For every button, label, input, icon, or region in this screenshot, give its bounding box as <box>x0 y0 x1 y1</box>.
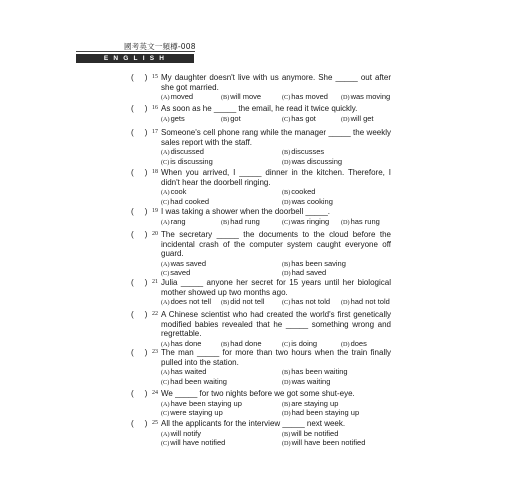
option-text: had done <box>230 338 262 348</box>
answer-option <box>221 297 264 308</box>
option-letter: (A) <box>161 400 170 408</box>
question-stem: My daughter doesn't live with us anymore. She _____ out after she got married. <box>161 73 391 92</box>
question-stem: All the applicants for the interview _____ next week. <box>161 419 346 428</box>
option-letter: (A) <box>161 260 170 268</box>
question-stem: Someone's cell phone rang while the manager _____ the weekly sales report with the staff. <box>161 128 391 147</box>
option-letter: (D) <box>282 270 291 277</box>
answer-option <box>282 268 326 279</box>
option-letter: (D) <box>341 218 350 226</box>
answer-blank: ( ) <box>131 310 148 319</box>
answer-option <box>282 92 328 103</box>
option-letter: (C) <box>161 198 170 206</box>
option-letter: (A) <box>161 299 170 306</box>
option-text: will have notified <box>170 438 226 447</box>
option-text: has rung <box>350 216 380 226</box>
option-letter: (A) <box>161 94 170 101</box>
option-letter: (D) <box>341 299 350 306</box>
option-text: was waiting <box>291 376 331 386</box>
question-stem: Julia _____ anyone her secret for 15 years until her biological mother showed up two months ago. <box>161 278 391 297</box>
option-text: was saved <box>170 258 207 268</box>
option-text: has moved <box>291 92 328 101</box>
option-letter: (D) <box>282 198 291 206</box>
option-letter: (C) <box>282 299 291 306</box>
option-text: will be notified <box>291 428 339 438</box>
option-letter: (C) <box>161 378 170 386</box>
option-text: saved <box>170 268 191 277</box>
answer-option <box>221 114 241 125</box>
option-letter: (C) <box>161 440 170 447</box>
option-text: discussed <box>170 147 204 156</box>
answer-option <box>282 297 330 308</box>
question-stem: The man _____ for more than two hours when the train finally pulled into the station. <box>161 348 391 367</box>
option-letter: (D) <box>282 410 291 417</box>
question-number: 18 <box>152 169 158 175</box>
answer-blank: ( ) <box>131 104 148 113</box>
option-letter: (B) <box>282 260 291 268</box>
answer-option <box>221 217 260 228</box>
option-text: have been staying up <box>170 398 242 408</box>
option-letter: (B) <box>221 340 230 348</box>
answer-option <box>282 157 342 168</box>
option-letter: (D) <box>282 440 291 447</box>
option-letter: (A) <box>161 189 170 196</box>
option-letter: (B) <box>221 94 230 101</box>
option-text: had rung <box>230 216 260 226</box>
answer-option <box>282 114 316 125</box>
question-stem: When you arrived, I _____ dinner in the kitchen. Therefore, I didn't hear the doorbell ringing. <box>161 168 391 187</box>
option-text: had saved <box>291 268 327 277</box>
answer-blank: ( ) <box>131 168 148 177</box>
page-header-title: 國考英文一頻樽-008 <box>124 42 196 51</box>
answer-blank: ( ) <box>131 230 148 239</box>
answer-option <box>341 114 374 125</box>
option-letter: (D) <box>341 94 350 101</box>
option-letter: (B) <box>221 299 230 306</box>
option-text: got <box>230 113 241 123</box>
question-stem: We _____ for two nights before we got some shut-eye. <box>161 389 355 398</box>
question-number: 24 <box>152 390 158 396</box>
answer-option <box>161 157 213 168</box>
answer-option <box>282 377 330 388</box>
question-number: 21 <box>152 279 158 285</box>
option-letter: (A) <box>161 369 170 376</box>
option-text: does <box>350 338 367 348</box>
option-letter: (B) <box>221 218 230 226</box>
option-text: has been waiting <box>291 367 348 376</box>
answer-blank: ( ) <box>131 128 148 137</box>
option-text: will notify <box>170 428 202 438</box>
english-band: ENGLISH <box>76 54 194 63</box>
option-text: was moving <box>350 92 391 101</box>
option-letter: (B) <box>282 189 291 196</box>
answer-option <box>282 197 333 208</box>
answer-option <box>161 114 185 125</box>
answer-option <box>161 408 223 419</box>
option-letter: (A) <box>161 340 170 348</box>
option-text: has got <box>291 113 316 123</box>
option-letter: (C) <box>161 270 170 277</box>
option-text: had cooked <box>170 196 210 206</box>
answer-option <box>161 92 193 103</box>
option-text: gets <box>170 113 185 123</box>
option-text: was discussing <box>291 156 343 166</box>
answer-option <box>161 297 211 308</box>
option-letter: (C) <box>282 218 291 226</box>
answer-blank: ( ) <box>131 419 148 428</box>
question-stem: As soon as he _____ the email, he read it twice quickly. <box>161 104 358 113</box>
option-letter: (A) <box>161 218 170 226</box>
option-letter: (C) <box>282 340 291 348</box>
question-number: 15 <box>152 74 158 80</box>
option-text: has been saving <box>291 258 346 268</box>
answer-blank: ( ) <box>131 278 148 287</box>
option-text: were staying up <box>170 408 223 417</box>
option-letter: (B) <box>282 149 291 156</box>
option-text: will move <box>230 92 262 101</box>
option-letter: (A) <box>161 149 170 156</box>
answer-option <box>282 217 329 228</box>
option-text: are staying up <box>291 398 339 408</box>
question-number: 20 <box>152 231 158 237</box>
question-number: 17 <box>152 129 158 135</box>
answer-option <box>161 377 227 388</box>
answer-option <box>161 197 209 208</box>
answer-blank: ( ) <box>131 73 148 82</box>
option-letter: (C) <box>282 94 291 101</box>
answer-option <box>341 217 380 228</box>
option-text: is doing <box>291 338 318 348</box>
answer-option <box>341 92 390 103</box>
answer-option <box>282 408 359 419</box>
option-text: is discussing <box>170 156 213 166</box>
option-text: will get <box>350 113 374 123</box>
option-letter: (A) <box>161 115 170 123</box>
option-text: will have been notified <box>291 438 366 447</box>
option-text: does not tell <box>170 297 212 306</box>
answer-option <box>282 438 365 449</box>
answer-option <box>341 297 390 308</box>
option-text: had been staying up <box>291 408 360 417</box>
option-text: has not told <box>291 297 331 306</box>
option-letter: (B) <box>282 369 291 376</box>
option-letter: (D) <box>282 378 291 386</box>
option-letter: (C) <box>161 410 170 417</box>
answer-blank: ( ) <box>131 389 148 398</box>
question-number: 23 <box>152 349 158 355</box>
option-letter: (D) <box>341 115 350 123</box>
option-text: has waited <box>170 367 207 376</box>
option-letter: (D) <box>341 340 350 348</box>
option-text: cook <box>170 187 187 196</box>
option-text: rang <box>170 216 186 226</box>
option-text: moved <box>170 92 194 101</box>
option-text: discusses <box>291 147 325 156</box>
question-stem: I was taking a shower when the doorbell _____. <box>161 207 330 216</box>
option-text: had been waiting <box>170 376 227 386</box>
answer-blank: ( ) <box>131 207 148 216</box>
option-text: has done <box>170 338 202 348</box>
option-text: cooked <box>291 187 316 196</box>
option-letter: (C) <box>161 158 170 166</box>
option-text: did not tell <box>230 297 265 306</box>
question-number: 25 <box>152 420 158 426</box>
option-letter: (B) <box>221 115 230 123</box>
option-text: was cooking <box>291 196 333 206</box>
option-letter: (D) <box>282 158 291 166</box>
question-number: 19 <box>152 208 158 214</box>
option-text: was ringing <box>291 216 330 226</box>
answer-option <box>221 92 261 103</box>
answer-option <box>161 438 225 449</box>
option-text: had not told <box>350 297 390 306</box>
question-stem: A Chinese scientist who had created the world's first genetically modified babies revealed that he _____ something wrong and regrettable. <box>161 310 391 338</box>
option-letter: (C) <box>282 115 291 123</box>
option-letter: (B) <box>282 430 291 438</box>
answer-option <box>161 268 190 279</box>
question-number: 16 <box>152 105 158 111</box>
question-number: 22 <box>152 311 158 317</box>
answer-blank: ( ) <box>131 348 148 357</box>
option-letter: (A) <box>161 430 170 438</box>
question-stem: The secretary _____ the documents to the cloud before the incidental crash of the computer system caught everyone off guard. <box>161 230 391 258</box>
answer-option <box>161 217 186 228</box>
option-letter: (B) <box>282 400 291 408</box>
